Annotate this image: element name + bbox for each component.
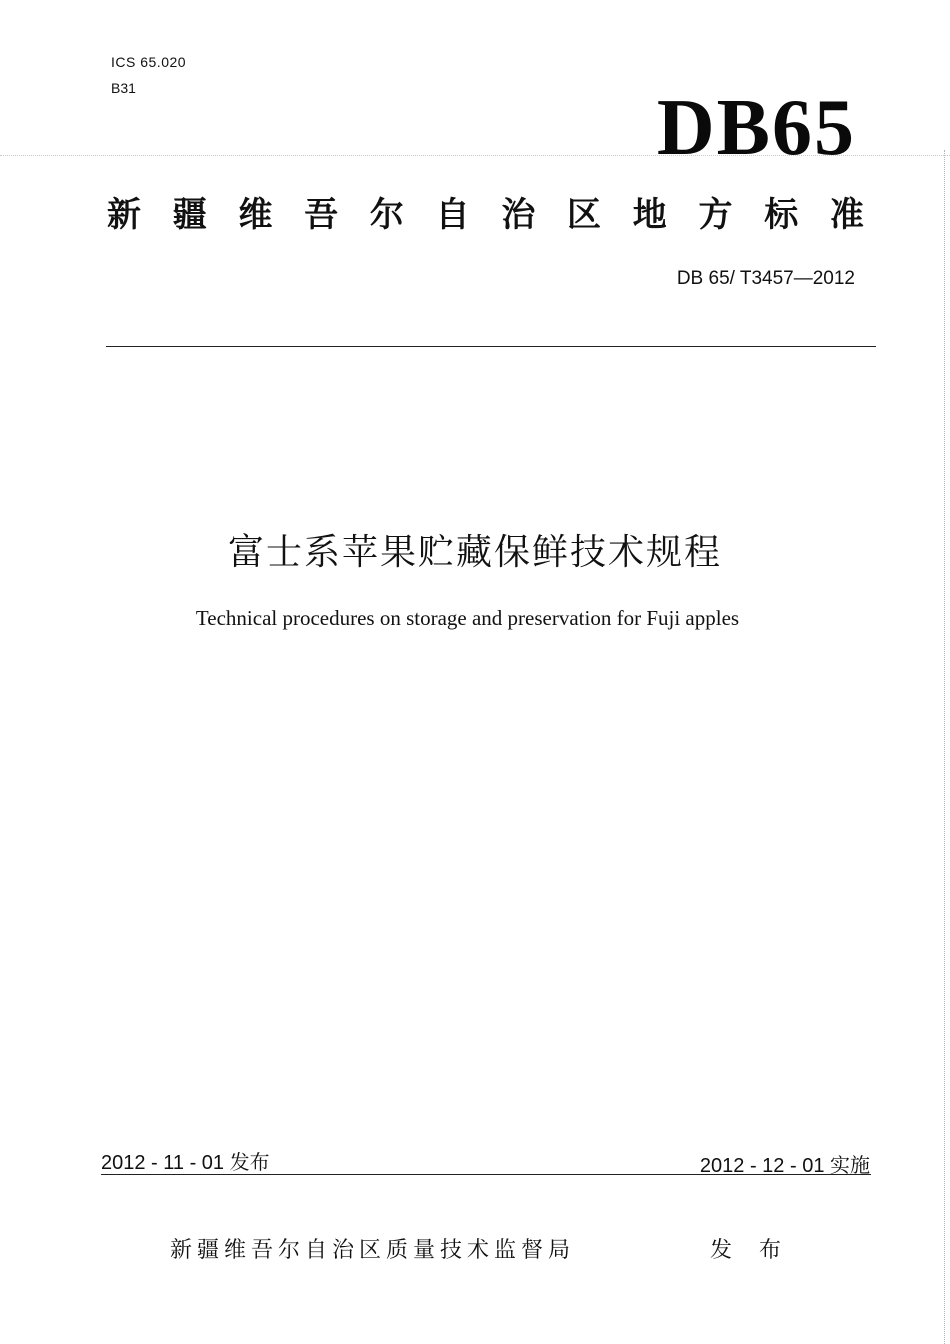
issue-date: 2012 - 11 - 01 发布 (101, 1152, 270, 1174)
standard-type-char: 尔 (369, 195, 404, 235)
standard-logo: DB65 (656, 84, 856, 172)
header-divider (106, 346, 876, 347)
standard-type-char: 方 (698, 195, 733, 235)
standard-type-char: 标 (764, 195, 799, 235)
document-title-english: Technical procedures on storage and preservation for Fuji apples (195, 606, 740, 630)
document-title-chinese: 富士系苹果贮藏保鲜技术规程 (227, 532, 722, 573)
issue-label: 发 布 (710, 1238, 791, 1263)
standard-number: DB 65/ T3457—2012 (676, 268, 855, 289)
ccs-code: B31 (111, 80, 136, 96)
implementation-date: 2012 - 12 - 01 实施 (699, 1155, 870, 1177)
standard-type-char: 自 (435, 195, 470, 235)
standard-type-title (107, 193, 864, 237)
ics-code: ICS 65.020 (111, 54, 187, 70)
issuing-authority: 新疆维吾尔自治区质量技术监督局 (170, 1238, 576, 1263)
standard-type-char: 疆 (172, 195, 207, 235)
standard-type-char: 吾 (304, 195, 339, 235)
standard-type-char: 地 (632, 195, 667, 235)
standard-type-char: 新 (107, 195, 141, 235)
standard-type-char: 区 (567, 195, 602, 235)
scan-edge-line (944, 150, 945, 1344)
standard-type-char: 治 (501, 195, 536, 235)
standard-type-char: 准 (829, 195, 864, 235)
standard-type-char: 维 (238, 195, 273, 235)
footer-divider (101, 1174, 871, 1175)
